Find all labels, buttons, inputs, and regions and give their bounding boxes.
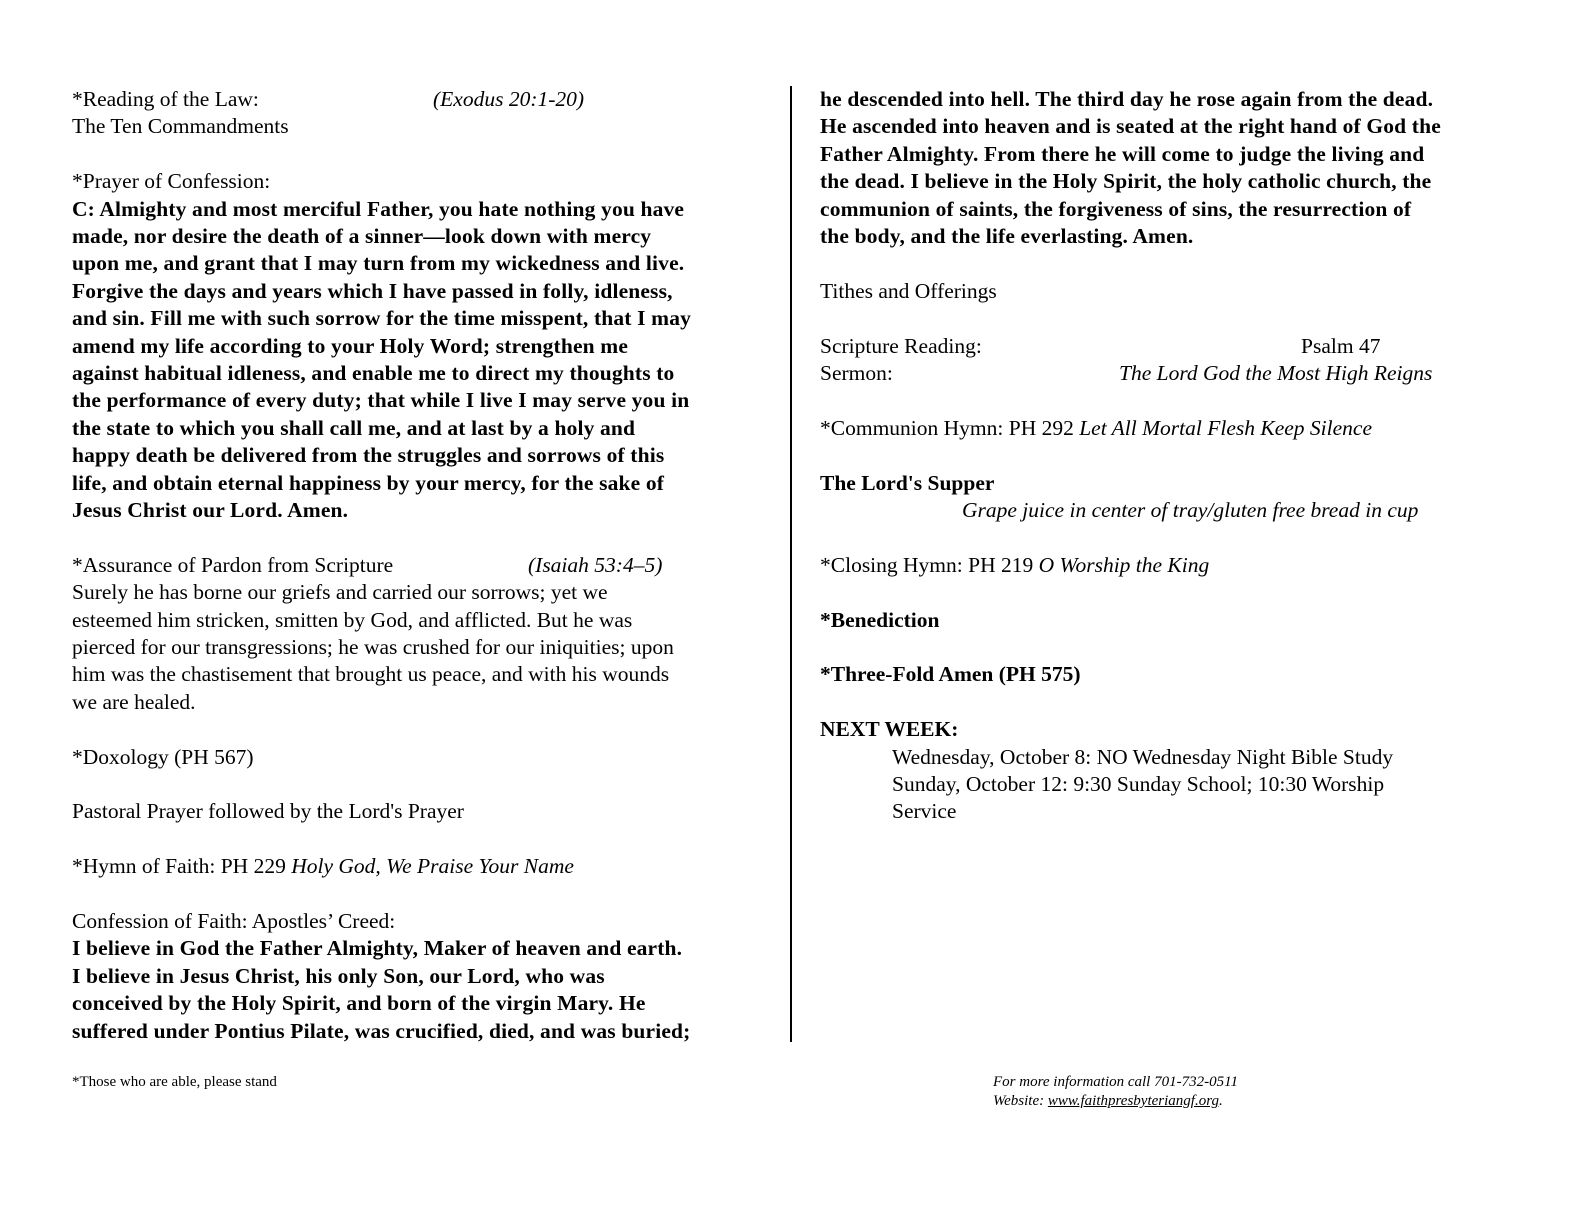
prayer-line: the performance of every duty; that while I live I may serve you in <box>72 388 690 413</box>
reading-law-label: *Reading of the Law: <box>72 87 259 111</box>
creed-line: the dead. I believe in the Holy Spirit, the holy catholic church, the <box>820 169 1432 194</box>
stand-note: *Those who are able, please stand <box>72 1074 277 1090</box>
prayer-line: happy death be delivered from the struggles and sorrows of this <box>72 443 665 468</box>
assurance-line: esteemed him stricken, smitten by God, and afflicted. But he was <box>72 607 633 632</box>
left-column <box>72 86 772 1045</box>
assurance-line: Surely he has borne our griefs and carried our sorrows; yet we <box>72 580 608 605</box>
pastoral-prayer: Pastoral Prayer followed by the Lord's Prayer <box>72 799 464 824</box>
creed-line: conceived by the Holy Spirit, and born of the virgin Mary. He <box>72 991 646 1016</box>
website-label: Website: <box>993 1093 1048 1109</box>
creed-text <box>72 935 772 1045</box>
hymn-faith-title: Holy God, We Praise Your Name <box>291 854 574 879</box>
creed-line: he descended into hell. The third day he rose again from the dead. <box>820 87 1434 111</box>
reading-of-law-section <box>72 86 772 141</box>
scripture-sermon-section <box>820 333 1520 388</box>
creed-line: communion of saints, the forgiveness of sins, the resurrection of <box>820 196 1412 221</box>
right-column <box>820 86 1520 826</box>
closing-hymn <box>820 552 1520 579</box>
prayer-line: the state to which you shall call me, and at last by a holy and <box>72 415 636 440</box>
sermon-row <box>820 360 1520 387</box>
prayer-line: upon me, and grant that I may turn from my wickedness and live. <box>72 251 685 276</box>
closing-hymn-section <box>820 552 1520 579</box>
benediction: *Benediction <box>820 607 940 632</box>
prayer-line: Forgive the days and years which I have passed in folly, idleness, <box>72 278 673 303</box>
closing-hymn-title: O Worship the King <box>1038 552 1210 577</box>
creed-line: suffered under Pontius Pilate, was crucified, died, and was buried; <box>72 1018 691 1043</box>
scripture-reading-label: Scripture Reading: <box>820 333 982 358</box>
tithes-offerings: Tithes and Offerings <box>820 278 997 303</box>
assurance-line: him was the chastisement that brought us peace, and with his wounds <box>72 662 670 687</box>
prayer-line: made, nor desire the death of a sinner—look down with mercy <box>72 224 652 248</box>
scripture-reading-value: Psalm 47 <box>1301 333 1381 358</box>
prayer-confession-label: *Prayer of Confession: <box>72 169 271 194</box>
prayer-of-confession-section <box>72 168 772 524</box>
creed-line: Father Almighty. From there he will come to judge the living and <box>820 141 1425 166</box>
lords-supper-section <box>820 470 1520 525</box>
info-phone: For more information call 701-732-0511 <box>993 1074 1238 1090</box>
next-week-item: Service <box>892 799 957 824</box>
doxology: *Doxology (PH 567) <box>72 744 254 769</box>
assurance-line: pierced for our transgressions; he was crushed for our iniquities; upon <box>72 635 674 660</box>
website-line <box>993 1092 1238 1111</box>
next-week-item: Sunday, October 12: 9:30 Sunday School; 10:30 Worship <box>892 772 1385 796</box>
creed-line: I believe in God the Father Almighty, Maker of heaven and earth. <box>72 936 683 961</box>
communion-hymn-title: Let All Mortal Flesh Keep Silence <box>1079 415 1372 440</box>
communion-hymn-section <box>820 415 1520 442</box>
closing-hymn-label: *Closing Hymn: PH 219 <box>820 552 1039 577</box>
next-week-item: Wednesday, October 8: NO Wednesday Night Bible Study <box>892 744 1394 769</box>
pastoral-prayer-section <box>72 798 772 825</box>
assurance-line: we are healed. <box>72 689 196 714</box>
lords-supper-heading: The Lord's Supper <box>820 470 995 495</box>
benediction-section <box>820 607 1520 634</box>
prayer-line: life, and obtain eternal happiness by your mercy, for the sake of <box>72 470 665 495</box>
assurance-reference: (Isaiah 53:4–5) <box>528 552 663 577</box>
hymn-faith-label: *Hymn of Faith: PH 229 <box>72 854 292 879</box>
website-link[interactable]: www.faithpresbyteriangf.org <box>1047 1093 1219 1109</box>
hymn-of-faith <box>72 853 772 880</box>
prayer-confession-text <box>72 196 772 525</box>
amen-section <box>820 661 1520 688</box>
reading-law-row <box>72 86 772 113</box>
doxology-section <box>72 744 772 771</box>
scripture-reading-row <box>820 333 1520 360</box>
prayer-line: C: Almighty and most merciful Father, you hate nothing you have <box>72 196 685 221</box>
communion-hymn <box>820 415 1520 442</box>
contact-info <box>993 1073 1238 1111</box>
prayer-line: Jesus Christ our Lord. Amen. <box>72 498 349 523</box>
tithes-section <box>820 278 1520 305</box>
creed-line: I believe in Jesus Christ, his only Son, our Lord, who was <box>72 963 605 988</box>
reading-law-subtitle: The Ten Commandments <box>72 114 289 139</box>
sermon-label: Sermon: <box>820 361 893 386</box>
three-fold-amen: *Three-Fold Amen (PH 575) <box>820 662 1081 687</box>
prayer-line: and sin. Fill me with such sorrow for the time misspent, that I may <box>72 306 692 331</box>
confession-faith-label: Confession of Faith: Apostles’ Creed: <box>72 909 396 934</box>
communion-hymn-label: *Communion Hymn: PH 292 <box>820 415 1080 440</box>
next-week-section <box>820 716 1520 826</box>
confession-of-faith-section <box>72 908 772 1045</box>
next-week-heading: NEXT WEEK: <box>820 717 959 742</box>
assurance-of-pardon-section <box>72 552 772 716</box>
lords-supper-note: Grape juice in center of tray/gluten free bread in cup <box>962 498 1419 522</box>
website-period: . <box>1218 1093 1223 1109</box>
prayer-line: amend my life according to your Holy Word; strengthen me <box>72 333 629 358</box>
assurance-label: *Assurance of Pardon from Scripture <box>72 552 394 577</box>
creed-line: He ascended into heaven and is seated at the right hand of God the <box>820 114 1441 139</box>
sermon-title: The Lord God the Most High Reigns <box>1119 361 1433 386</box>
prayer-line: against habitual idleness, and enable me to direct my thoughts to <box>72 361 675 386</box>
column-divider <box>790 86 792 1042</box>
assurance-row <box>72 552 772 579</box>
creed-continuation <box>820 86 1520 250</box>
creed-line: the body, and the life everlasting. Amen. <box>820 224 1194 249</box>
reading-law-reference: (Exodus 20:1-20) <box>433 87 585 111</box>
hymn-of-faith-section <box>72 853 772 880</box>
